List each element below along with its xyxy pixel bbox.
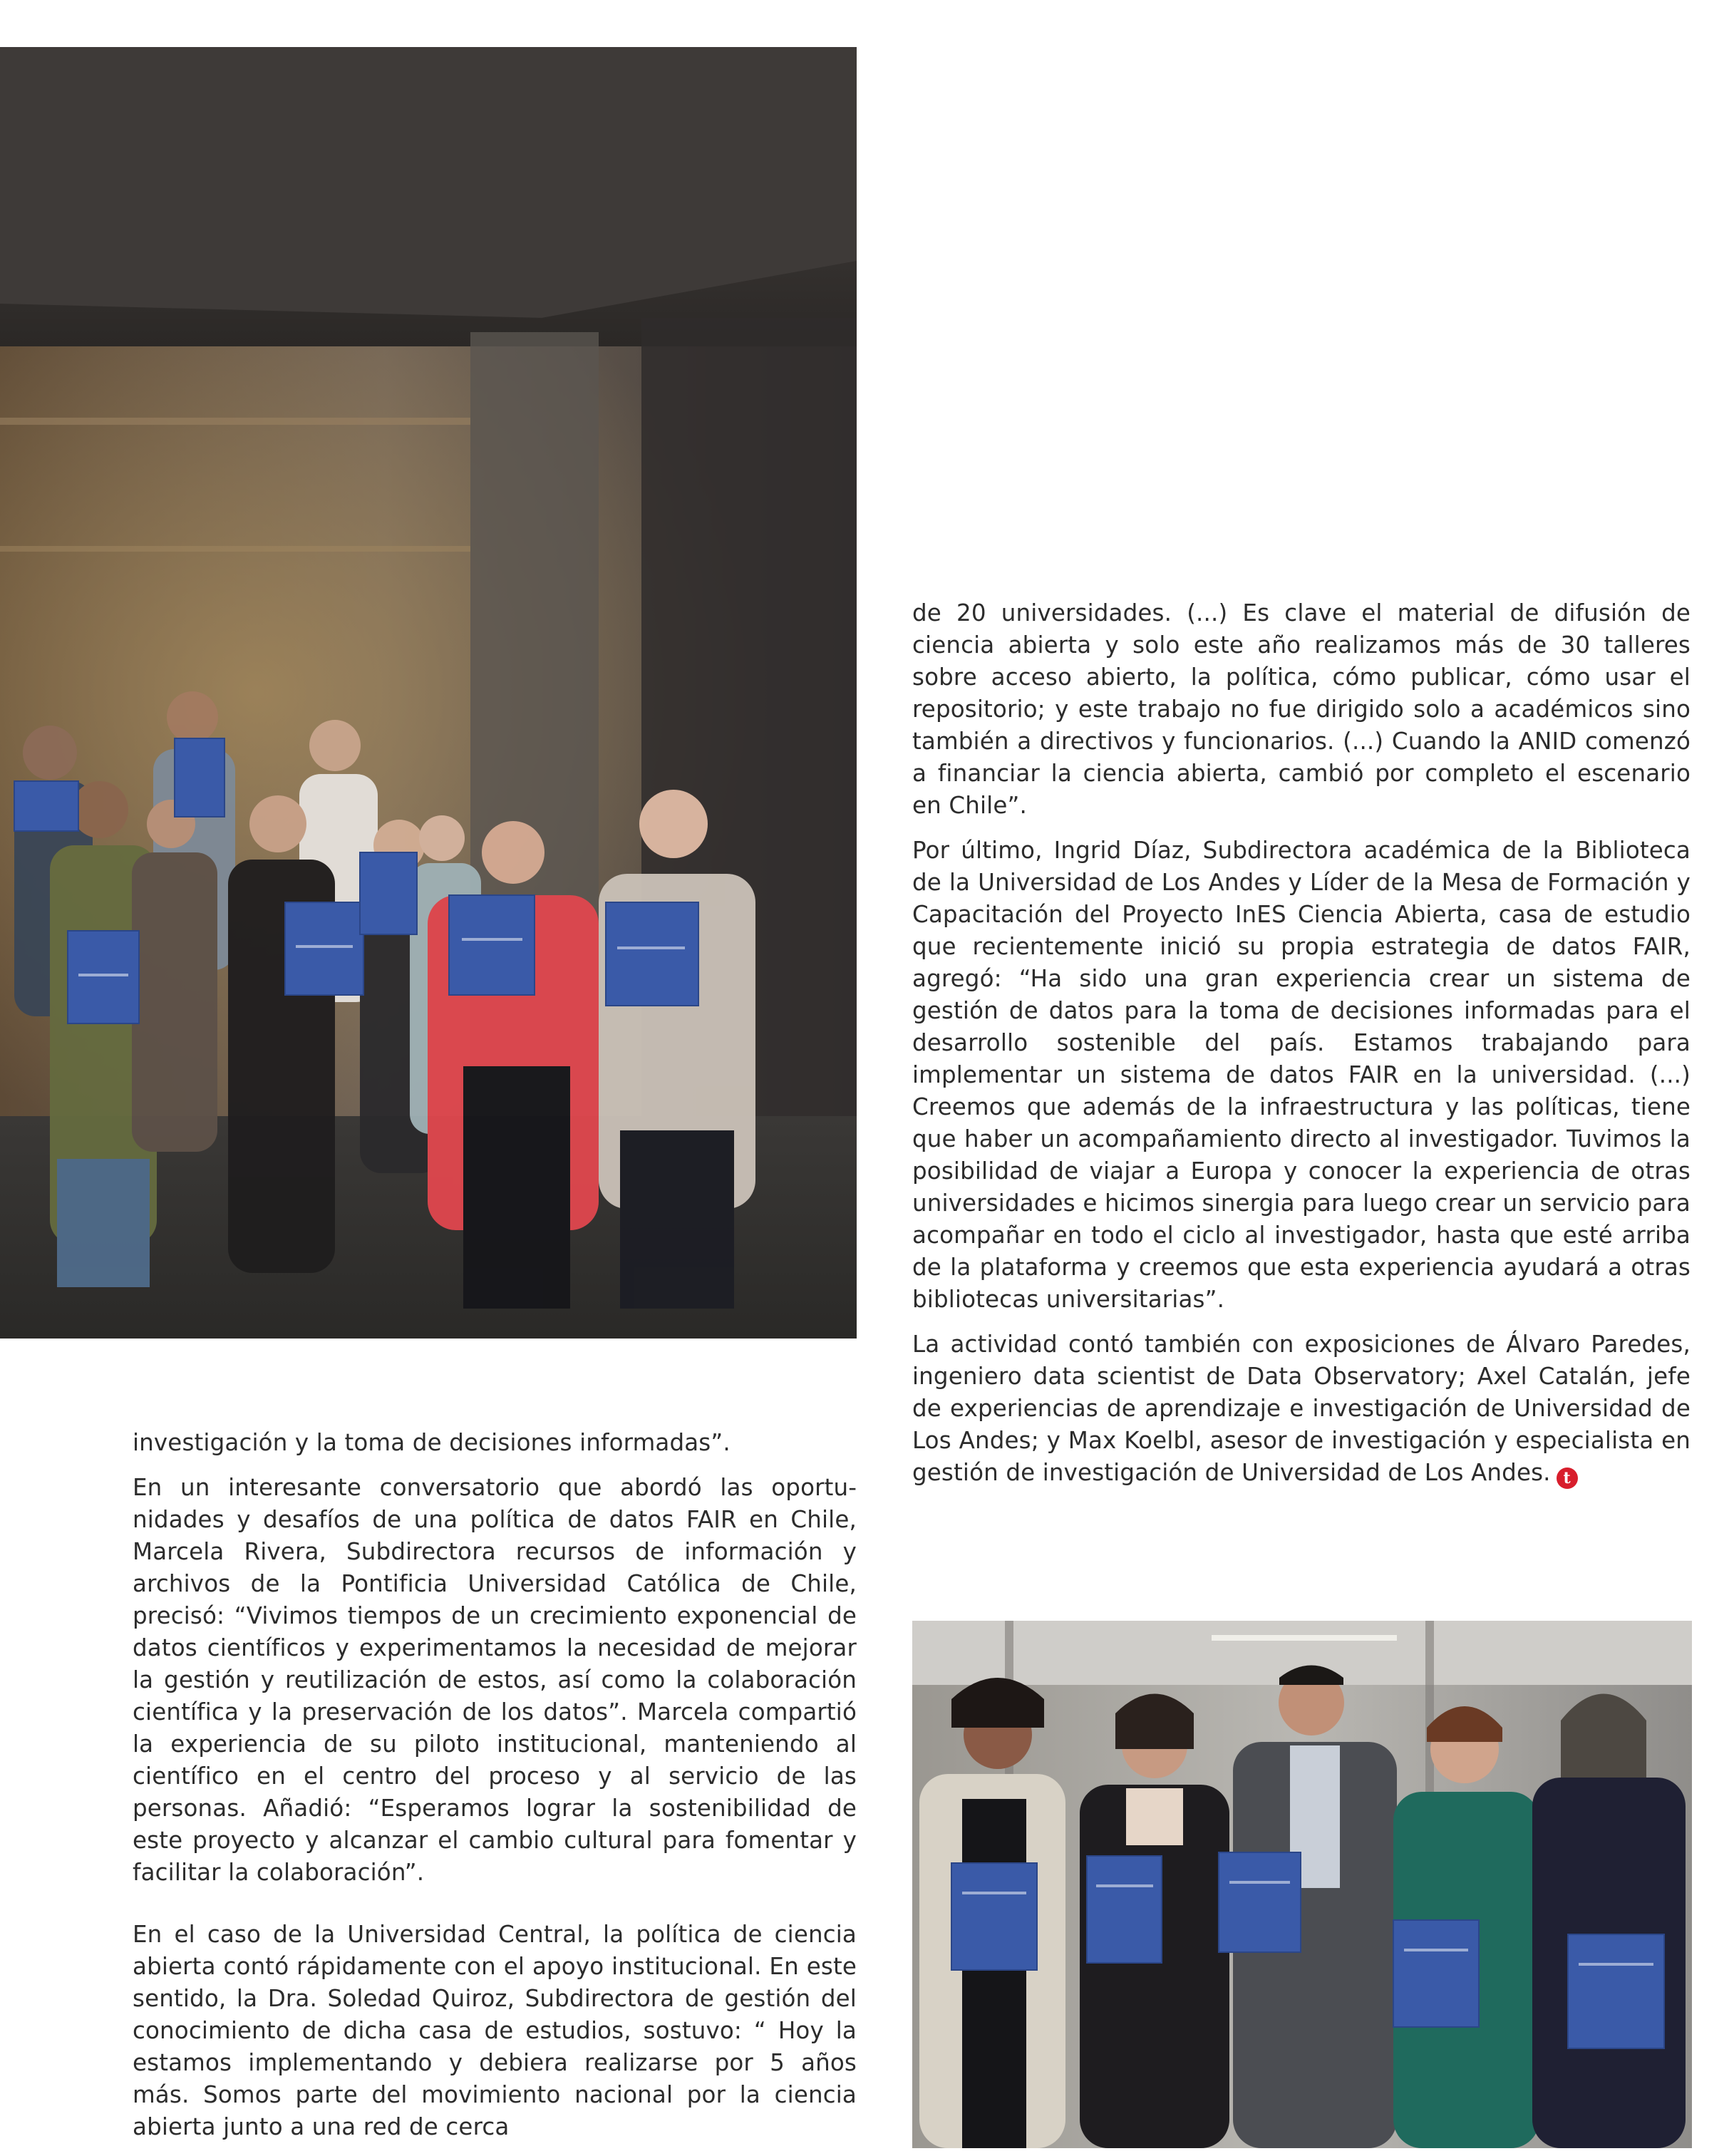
right-paragraph-2: Por último, Ingrid Díaz, Subdirectora académica de la Biblioteca de la Universidad de Los Andes y Líder de la Mesa de Formación y Capacitación del Proyecto InES Ciencia Abierta, casa de estudio que recientemente inició su propia estrategia de datos FAIR, agregó: “Ha sido una gran experiencia crear un sistema de gestión de datos para la toma de decisiones informadas para el desarrollo sostenible del país. Estamos trabajando para implementar un sistema de datos FAIR en la universidad. (...) Creemos que además de la infraestructura y las políticas, tiene que haber un acompañamiento directo al investigador. Tuvimos la posibilidad de viajar a Europa y conocer la experiencia de otras universidades e hicimos sinergia para luego crear un servicio para acompañar en todo el ciclo al investigador, hasta que esté arriba de la plataforma y creemos que esta experiencia ayudará a otras bibliotecas universitarias”.: [912, 837, 1691, 1313]
right-paragraph-1: de 20 universidades. (...) Es clave el material de difusión de ciencia abierta y solo este año realizamos más de 30 talleres sobre acceso abierto, la política, cómo publicar, cómo usar el repositorio; y este trabajo no fue dirigido solo a académicos sino también a directivos y funcionarios. (...) Cuando la ANID comenzó a financiar la ciencia abierta, cambió por completo el escenario en Chile”.: [912, 599, 1691, 819]
right-paragraph-3: [912, 1329, 1691, 1489]
end-of-article-icon: t: [1557, 1468, 1578, 1489]
right-paragraph-3-text: La actividad contó también con exposiciones de Álvaro Paredes, ingeniero data scientist de Data Observatory; Axel Catalán, jefe de experiencias de aprendizaje e investigación de Universidad de Los Andes; y Max Koelbl, asesor de investigación y especialista en gestión de investigación de Universidad de Los Andes.: [912, 1331, 1691, 1486]
group-photo: [0, 47, 857, 1339]
panel-photo-illustration: [912, 1621, 1692, 2148]
left-text-column: [133, 1427, 857, 2156]
left-paragraph-1: investigación y la toma de decisiones informadas”.: [133, 1429, 731, 1456]
right-text-column: [912, 597, 1691, 1502]
panel-photo: [912, 1621, 1692, 2148]
left-paragraph-2: En un interesante conversatorio que abordó las oportunidades y desafíos de una política de datos FAIR en Chile, Marcela Rivera, Subdirectora recursos de información y archivos de la Pontificia Universidad Católica de Chile, precisó: “Vivimos tiempos de un crecimiento exponencial de datos científicos y experimentamos la necesidad de mejorar la gestión y reutilización de estos, así como la colaboración científica y la preservación de los datos”. Marcela compartió la experiencia de su piloto institucional, manteniendo al científico en el centro del proceso y al servicio de las personas. Añadió: “Esperamos lograr la sostenibilidad de este proyecto y alcanzar el cambio cultural para fomentar y facilitar la colaboración”.: [133, 1474, 857, 1886]
left-paragraph-3: En el caso de la Universidad Central, la política de ciencia abierta contó rápidamente con el apoyo institucional. En este sentido, la Dra. Soledad Quiroz, Subdirectora de gestión del conocimiento de dicha casa de estudios, sostuvo: “ Hoy la estamos implementando y debiera realizarse por 5 años más. Somos parte del movimiento nacional por la ciencia abierta junto a una red de cerca: [133, 1921, 857, 2140]
group-photo-illustration: [0, 47, 857, 1339]
